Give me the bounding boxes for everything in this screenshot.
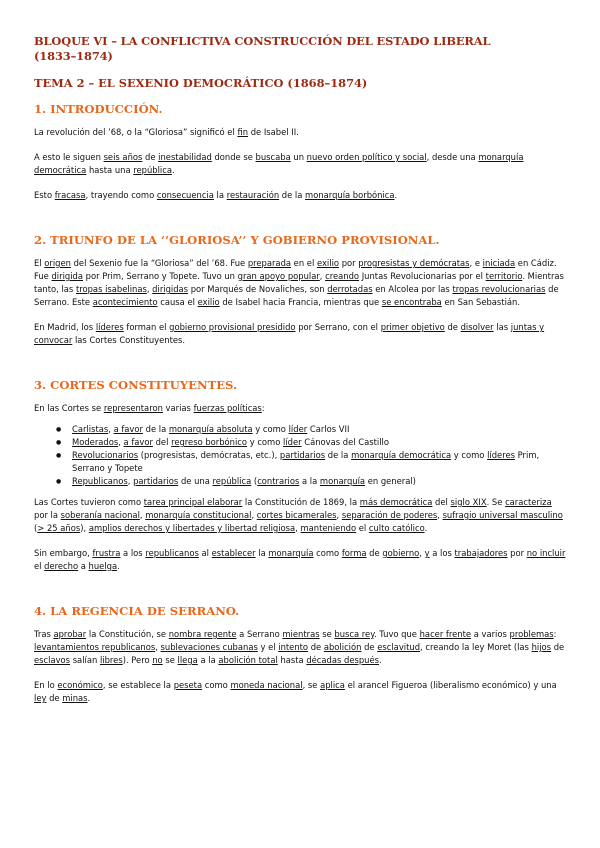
text-run: : xyxy=(553,629,557,639)
text-run: , xyxy=(118,437,124,447)
underlined-text: monarquía absoluta xyxy=(168,424,253,434)
text-run: la xyxy=(213,190,227,200)
underlined-text: derrotadas xyxy=(327,284,373,294)
underlined-text: levantamientos republicanos xyxy=(34,642,156,652)
text-run: , e xyxy=(469,258,483,268)
underlined-text: no xyxy=(152,655,163,665)
underlined-text: derecho xyxy=(44,561,79,571)
text-run: las xyxy=(493,322,511,332)
text-run: ( xyxy=(251,476,258,486)
underlined-text: gobierno provisional presidido xyxy=(169,322,296,332)
text-run: donde se xyxy=(211,152,256,162)
text-run: , xyxy=(139,510,146,520)
underlined-text: establecer xyxy=(211,548,256,558)
text-run: el xyxy=(34,561,45,571)
underlined-text: y xyxy=(424,548,430,558)
text-run: el xyxy=(356,523,369,533)
underlined-text: partidarios xyxy=(133,476,179,486)
underlined-text: líderes xyxy=(95,322,124,332)
text-run: salían xyxy=(70,655,100,665)
text-run: por xyxy=(507,548,527,558)
underlined-text: libres xyxy=(99,655,123,665)
text-run: Juntas Revolucionarias por el xyxy=(359,271,486,281)
underlined-text: progresistas y demócratas xyxy=(358,258,470,268)
text-run: por Prim, Serrano y Topete. Tuvo un xyxy=(83,271,238,281)
underlined-text: trabajadores xyxy=(454,548,508,558)
text-run: . Mientras tanto, las xyxy=(34,271,564,294)
text-run: ( xyxy=(34,523,38,533)
text-run: y el xyxy=(257,642,279,652)
list-item xyxy=(34,475,566,488)
underlined-text: tropas isabelinas xyxy=(75,284,147,294)
section-1-paragraph-2 xyxy=(34,151,566,177)
underlined-text: líderes xyxy=(487,450,515,460)
underlined-text: a favor xyxy=(113,424,143,434)
text-run: , xyxy=(419,548,425,558)
text-run: en San Sebastián. xyxy=(441,297,521,307)
text-run: varias xyxy=(162,403,194,413)
text-run: a los xyxy=(120,548,146,558)
text-run: de la xyxy=(279,190,306,200)
underlined-text: monarquía democrática xyxy=(34,152,524,175)
underlined-text: territorio xyxy=(485,271,523,281)
underlined-text: mientras xyxy=(282,629,320,639)
text-run: se xyxy=(162,655,178,665)
text-run: a xyxy=(78,561,89,571)
text-run: de la xyxy=(325,450,352,460)
section-3-paragraph-1 xyxy=(34,496,566,535)
underlined-text: > 25 años xyxy=(37,523,81,533)
text-run: forman el xyxy=(123,322,170,332)
text-run: las Cortes Constituyentes. xyxy=(72,335,186,345)
underlined-text: forma xyxy=(341,548,367,558)
underlined-text: monarquía democrática xyxy=(351,450,452,460)
text-run: En lo xyxy=(34,680,58,690)
text-run: la Constitución, se xyxy=(86,629,169,639)
underlined-text: nombra regente xyxy=(168,629,237,639)
text-run: ), xyxy=(80,523,89,533)
text-run: . xyxy=(87,693,91,703)
underlined-text: problemas xyxy=(509,629,554,639)
text-run: , se establece la xyxy=(102,680,174,690)
text-run: al xyxy=(198,548,212,558)
text-run: : xyxy=(261,403,265,413)
text-run: a la xyxy=(299,476,320,486)
underlined-text: monarquía borbónica xyxy=(305,190,395,200)
section-4-paragraph-1 xyxy=(34,628,566,667)
text-run: Las Cortes tuvieron como xyxy=(34,497,144,507)
underlined-text: busca rey xyxy=(334,629,374,639)
text-run: , se xyxy=(302,680,321,690)
underlined-text: seis años xyxy=(103,152,143,162)
underlined-text: exilio xyxy=(197,297,220,307)
text-run: Sin embargo, xyxy=(34,548,93,558)
underlined-text: fin xyxy=(237,127,249,137)
text-run: de Isabel II. xyxy=(248,127,299,137)
tema-title: TEMA 2 – EL SEXENIO DEMOCRÁTICO (1868–1874) xyxy=(34,76,368,90)
text-run: de xyxy=(142,152,159,162)
text-run: y como xyxy=(252,424,289,434)
underlined-text: Carlistas xyxy=(72,424,109,434)
text-run: en general) xyxy=(365,476,416,486)
text-run: , xyxy=(127,476,134,486)
underlined-text: juntas y convocar xyxy=(34,322,545,345)
underlined-text: amplios derechos y libertades y libertad religiosa xyxy=(88,523,296,533)
text-run: . xyxy=(378,655,382,665)
underlined-text: siglo XIX xyxy=(450,497,487,507)
text-run: a la xyxy=(197,655,219,665)
section-1-paragraph-1 xyxy=(34,126,566,139)
underlined-text: intento xyxy=(278,642,309,652)
underlined-text: ley xyxy=(34,693,47,703)
text-run: a varios xyxy=(471,629,510,639)
underlined-text: tarea principal elaborar xyxy=(143,497,243,507)
text-run: causa el xyxy=(157,297,198,307)
section-1-heading: 1. INTRODUCCIÓN. xyxy=(34,102,163,116)
underlined-text: moneda nacional xyxy=(230,680,303,690)
underlined-text: esclavitud xyxy=(377,642,421,652)
text-run: hasta una xyxy=(86,165,134,175)
underlined-text: exilio xyxy=(316,258,340,268)
text-run: de Serrano. Este xyxy=(34,284,559,307)
text-run: Carlos VII xyxy=(307,424,350,434)
underlined-text: minas xyxy=(62,693,88,703)
underlined-text: representaron xyxy=(103,403,163,413)
text-run: de xyxy=(444,322,461,332)
underlined-text: hacer frente xyxy=(419,629,472,639)
underlined-text: nuevo orden político y social xyxy=(306,152,427,162)
underlined-text: se encontraba xyxy=(381,297,442,307)
underlined-text: Moderados xyxy=(72,437,119,447)
text-run: por Marqués de Novaliches, son xyxy=(188,284,328,294)
underlined-text: iniciada xyxy=(482,258,516,268)
text-run: Cánovas del Castillo xyxy=(301,437,389,447)
text-run: . xyxy=(117,561,120,571)
section-3-intro xyxy=(34,402,566,415)
text-run: como xyxy=(202,680,231,690)
underlined-text: soberanía nacional xyxy=(60,510,140,520)
underlined-text: caracteriza xyxy=(505,497,552,507)
text-run: a los xyxy=(429,548,455,558)
text-run: y como xyxy=(451,450,488,460)
text-run: de una xyxy=(178,476,213,486)
underlined-text: décadas después xyxy=(306,655,379,665)
underlined-text: cortes bicamerales xyxy=(256,510,337,520)
underlined-text: dirigida xyxy=(51,271,83,281)
text-run: , trayendo como xyxy=(85,190,157,200)
underlined-text: llega xyxy=(177,655,198,665)
underlined-text: líder xyxy=(288,424,308,434)
underlined-text: partidarios xyxy=(279,450,326,460)
text-run: de xyxy=(366,548,383,558)
text-run: por Serrano, con el xyxy=(295,322,381,332)
underlined-text: sublevaciones cubanas xyxy=(160,642,258,652)
underlined-text: consecuencia xyxy=(156,190,214,200)
text-run: de xyxy=(46,693,63,703)
underlined-text: contrarios xyxy=(257,476,300,486)
list-item xyxy=(34,449,566,475)
text-run: , xyxy=(437,510,443,520)
text-run: la Constitución de 1869, la xyxy=(242,497,360,507)
text-run: (progresistas, demócratas, etc.), xyxy=(138,450,280,460)
underlined-text: monarquía constitucional xyxy=(145,510,252,520)
underlined-text: frustra xyxy=(92,548,121,558)
underlined-text: acontecimiento xyxy=(92,297,158,307)
text-run: . Tuvo que xyxy=(373,629,420,639)
underlined-text: regreso borbónico xyxy=(171,437,248,447)
underlined-text: abolición xyxy=(323,642,362,652)
underlined-text: aprobar xyxy=(53,629,87,639)
text-run: Tras xyxy=(34,629,54,639)
underlined-text: no incluir xyxy=(526,548,566,558)
underlined-text: líder xyxy=(283,437,302,447)
underlined-text: gobierno xyxy=(382,548,420,558)
text-run: de xyxy=(308,642,324,652)
political-forces-list xyxy=(34,423,566,488)
underlined-text: peseta xyxy=(173,680,203,690)
text-run: en el xyxy=(291,258,317,268)
text-run: , xyxy=(155,642,161,652)
text-run: , xyxy=(336,510,342,520)
underlined-text: separación de poderes xyxy=(341,510,438,520)
underlined-text: gran apoyo popular xyxy=(237,271,320,281)
text-run: ). Pero xyxy=(122,655,153,665)
underlined-text: creando xyxy=(325,271,360,281)
text-run: del Sexenio fue la “Gloriosa” del ’68. Fue xyxy=(70,258,248,268)
text-run: . xyxy=(424,523,428,533)
text-run: En las Cortes se xyxy=(34,403,104,413)
section-1-paragraph-3 xyxy=(34,189,566,202)
text-run: , creando la ley Moret (las xyxy=(420,642,532,652)
underlined-text: preparada xyxy=(247,258,292,268)
underlined-text: república xyxy=(133,165,172,175)
text-run: , xyxy=(251,510,257,520)
text-run: El xyxy=(34,258,45,268)
text-run: En Madrid, los xyxy=(34,322,96,332)
section-2-paragraph-2 xyxy=(34,321,566,347)
text-run: en Cádiz. Fue xyxy=(34,258,557,281)
text-run: por la xyxy=(34,510,61,520)
text-run: se xyxy=(319,629,335,639)
list-item xyxy=(34,436,566,449)
text-run: , xyxy=(319,271,326,281)
underlined-text: abolición total xyxy=(218,655,278,665)
text-run: en Alcolea por las xyxy=(372,284,453,294)
underlined-text: fuerzas políticas xyxy=(193,403,262,413)
section-2-heading: 2. TRIUNFO DE LA ‘’GLORIOSA’’ Y GOBIERNO PROVISIONAL. xyxy=(34,233,440,247)
underlined-text: tropas revolucionarias xyxy=(452,284,546,294)
underlined-text: manteniendo xyxy=(300,523,357,533)
list-item xyxy=(34,423,566,436)
section-3-heading: 3. CORTES CONSTITUYENTES. xyxy=(34,378,238,392)
text-run: y como xyxy=(247,437,284,447)
underlined-text: disolver xyxy=(460,322,494,332)
underlined-text: más democrática xyxy=(359,497,433,507)
text-run: el arancel Figueroa (liberalismo económico) y una xyxy=(344,680,557,690)
underlined-text: Republicanos xyxy=(72,476,128,486)
text-run: . xyxy=(172,165,175,175)
text-run: del xyxy=(432,497,451,507)
underlined-text: fracasa xyxy=(54,190,86,200)
text-run: la xyxy=(255,548,269,558)
text-run: , xyxy=(108,424,114,434)
text-run: de xyxy=(361,642,378,652)
underlined-text: origen xyxy=(44,258,71,268)
section-2-paragraph-1 xyxy=(34,257,566,309)
underlined-text: primer objetivo xyxy=(380,322,445,332)
text-run: , desde una xyxy=(426,152,479,162)
text-run: a Serrano xyxy=(236,629,283,639)
text-run: La revolución del ’68, o la “Gloriosa” significó el xyxy=(34,127,238,137)
underlined-text: económico xyxy=(57,680,103,690)
text-run: de xyxy=(551,642,565,652)
text-run: Esto xyxy=(34,190,55,200)
section-4-paragraph-2 xyxy=(34,679,566,705)
text-run: de Isabel hacia Francia, mientras que xyxy=(219,297,382,307)
underlined-text: sufragio universal masculino xyxy=(442,510,563,520)
text-run: . Se xyxy=(486,497,506,507)
text-run: Prim, Serrano y Topete xyxy=(72,450,540,473)
underlined-text: buscaba xyxy=(255,152,291,162)
underlined-text: republicanos xyxy=(145,548,199,558)
underlined-text: huelga xyxy=(88,561,118,571)
section-3-paragraph-2 xyxy=(34,547,566,573)
text-run: del xyxy=(152,437,172,447)
underlined-text: Revolucionarios xyxy=(72,450,139,460)
underlined-text: restauración xyxy=(226,190,280,200)
text-run: . xyxy=(394,190,398,200)
underlined-text: culto católico xyxy=(368,523,425,533)
underlined-text: inestabilidad xyxy=(158,152,212,162)
underlined-text: monarquía xyxy=(268,548,314,558)
text-run: hasta xyxy=(277,655,307,665)
underlined-text: monarquía xyxy=(319,476,366,486)
underlined-text: aplica xyxy=(320,680,345,690)
underlined-text: república xyxy=(212,476,252,486)
text-run: por xyxy=(339,258,359,268)
text-run: A esto le siguen xyxy=(34,152,104,162)
text-run: de la xyxy=(142,424,169,434)
underlined-text: esclavos xyxy=(34,655,71,665)
section-4-heading: 4. LA REGENCIA DE SERRANO. xyxy=(34,604,240,618)
text-run: , xyxy=(295,523,301,533)
underlined-text: a favor xyxy=(123,437,153,447)
underlined-text: dirigidas xyxy=(152,284,189,294)
text-run: , xyxy=(146,284,153,294)
underlined-text: hijos xyxy=(531,642,552,652)
bloque-title: BLOQUE VI – LA CONFLICTIVA CONSTRUCCIÓN DEL ESTADO LIBERAL (1833–1874) xyxy=(34,34,491,63)
text-run: como xyxy=(313,548,342,558)
text-run: un xyxy=(290,152,307,162)
